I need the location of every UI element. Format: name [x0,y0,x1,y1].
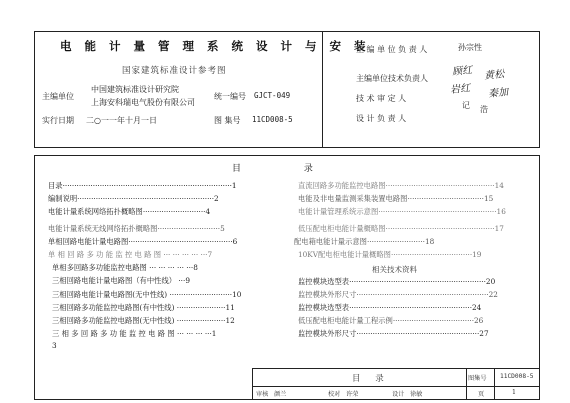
seal-mark-bottom: 浩 [480,105,488,114]
toc-right-entry[interactable]: 低压配电柜电能计量概略图···············································17 [298,224,504,233]
toc-left-entry[interactable]: 电能计量系统无线网络拓扑概略图···························5 [48,224,225,233]
signature-4: 秦加 [487,86,509,101]
footer-atlas-value: 11CD008-5 [500,373,534,380]
footer-check-name: 许荣 [346,391,359,398]
signature-3: 岩红 [449,82,471,97]
code-value: GJCT-049 [254,91,291,100]
code-label: 统一编号 [214,92,246,101]
toc-right-entry[interactable]: 监控模块外形尺寸·························································22 [298,290,498,299]
contents-heading: 目 录 [232,164,343,174]
toc-left-entry[interactable]: 三 相 多 回 路 多 功 能 监 控 电 路 图 ··· ··· ··· ···1 [52,329,217,338]
footer-design-label: 设计 [392,391,405,398]
toc-left-entry[interactable]: 三相回路电能计量电路图（有中性线） ···9 [52,276,190,285]
toc-right-entry[interactable]: 电能计量管理系统示意图···················································16 [298,207,506,216]
footer-design-name: 徐敏 [410,391,423,398]
toc-left-entry[interactable]: 目录·········································································1 [48,181,237,190]
editor-chief-label: 主 编 单 位 负 责 人 [356,45,428,54]
toc-right-entry[interactable]: 监控模块外形尺寸·····················································27 [298,329,489,338]
toc-right-entry[interactable]: 监控模块选型表·····················································24 [298,303,482,312]
date-value: 二○一一年十月一日 [86,116,157,125]
toc-right-entry[interactable]: 配电箱电能计量示意图·························18 [294,237,435,246]
tech-chief-label: 主编单位技术负责人 [356,74,428,83]
footer-page-value: 1 [512,389,516,396]
toc-left-entry[interactable]: 单相回路电能计量电路图·············································6 [48,237,238,246]
footer-top-rule [252,368,540,369]
related-resources-heading: 相关技术资料 [372,265,417,274]
footer-mid-rule [252,386,540,387]
editor-unit-label: 主编单位 [42,92,74,101]
designer-label: 设 计 负 责 人 [356,114,407,123]
footer-review-name: 颜兰 [274,391,287,398]
document-title: 电 能 计 量 管 理 系 统 设 计 与 安 装 [60,39,371,53]
editor-unit-line1: 中国建筑标准设计研究院 [91,85,179,94]
atlas-label: 图 集号 [214,116,241,125]
toc-right-entry[interactable]: 低压配电柜电能计量工程示例···································26 [298,316,484,325]
seal-mark-top: 记 [462,101,470,110]
toc-left-entry[interactable]: 三相回路多功能监控电路图(有中性线) ·····················11 [52,303,235,312]
toc-left-entry[interactable]: 编制说明···························································2 [48,194,219,203]
footer-left-rule [252,368,253,400]
editor-chief-name: 孙宗性 [458,43,482,52]
toc-left-entry[interactable]: 电能计量系统网络拓扑概略图···························4 [48,207,211,216]
toc-right-entry[interactable]: 监控模块选型表···························································20 [298,277,496,286]
toc-right-entry[interactable]: 10KV配电柜电能计量概略图···································19 [298,250,482,259]
footer-col-rule [466,368,467,400]
toc-right-entry[interactable]: 电能及非电量监测采集装置电路图·································15 [298,194,494,203]
toc-left-entry[interactable]: 三相回路多功能监控电路图(无中性线) ·····················12 [52,316,235,325]
toc-left-entry[interactable]: 三相回路电能计量电路图(无中性线) ···························10 [52,290,242,299]
toc-left-entry[interactable]: 3 [52,341,57,350]
editor-unit-line2: 上海安科瑞电气股份有限公司 [91,98,195,107]
signature-1: 顾红 [451,64,473,79]
footer-page-label: 页 [478,391,485,398]
footer-title: 目 录 [352,374,390,384]
atlas-value: 11CD008-5 [252,115,293,124]
footer-check-label: 校对 [328,391,341,398]
footer-col-rule-2 [494,368,495,400]
reviewer-label: 技 术 审 定 人 [356,94,407,103]
toc-right-entry[interactable]: 直流回路多功能监控电路图···············································14 [298,181,504,190]
footer-atlas-label: 图集号 [468,375,487,382]
document-subtitle: 国家建筑标准设计参考图 [122,66,227,76]
toc-left-entry[interactable]: 单 相 回 路 多 功 能 监 控 电 路 图 ··· ··· ··· ··· ···7 [48,250,213,259]
signature-2: 黄松 [483,68,505,83]
footer-review-label: 审核 [256,391,269,398]
toc-left-entry[interactable]: 单相多回路多功能监控电路图 ··· ··· ··· ··· ···8 [52,263,198,272]
date-label: 实行日期 [42,116,74,125]
